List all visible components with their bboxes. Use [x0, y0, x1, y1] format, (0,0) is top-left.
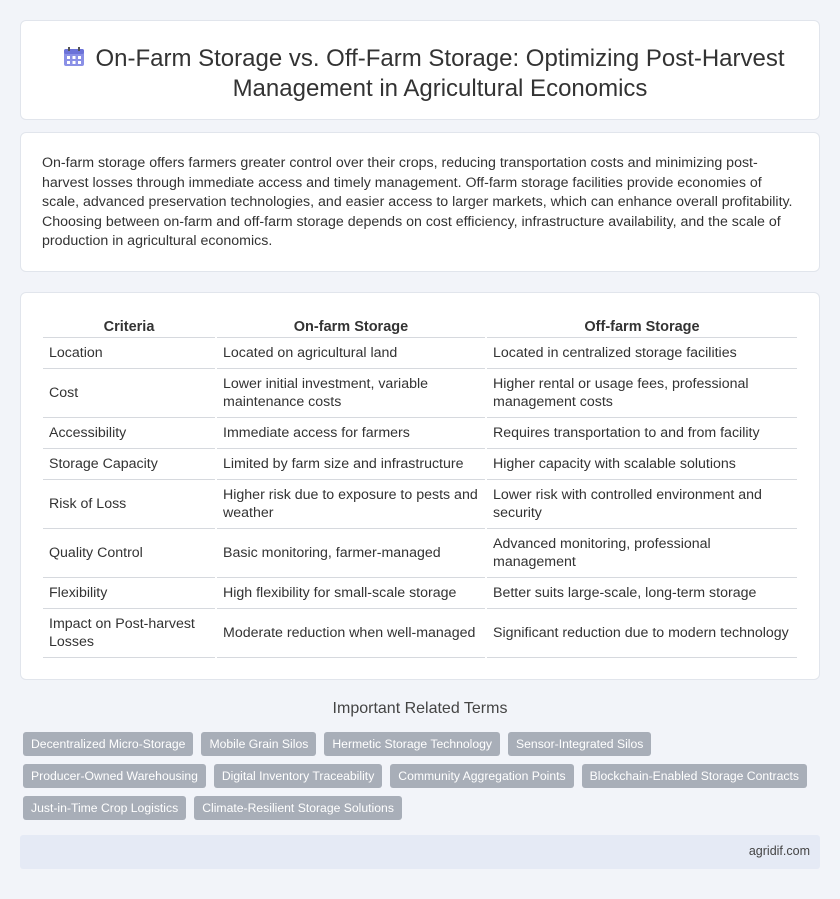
table-row: [43, 480, 797, 529]
cell-off-farm: Requires transportation to and from facility: [487, 418, 797, 449]
related-term-tag[interactable]: Mobile Grain Silos: [201, 732, 316, 756]
cell-criteria: Cost: [43, 369, 215, 418]
table-row: [43, 449, 797, 480]
cell-off-farm: Significant reduction due to modern technology: [487, 609, 797, 658]
table-row: [43, 418, 797, 449]
page-title: On-Farm Storage vs. Off-Farm Storage: Optimizing Post-Harvest Management in Agricultural Economics: [95, 45, 785, 102]
cell-criteria: Storage Capacity: [43, 449, 215, 480]
cell-on-farm: Immediate access for farmers: [217, 418, 485, 449]
cell-off-farm: Higher capacity with scalable solutions: [487, 449, 797, 480]
footer-site: agridif.com: [748, 844, 810, 858]
related-terms-list: [23, 732, 823, 820]
cell-off-farm: Located in centralized storage facilities: [487, 338, 797, 369]
cell-off-farm: Better suits large-scale, long-term storage: [487, 578, 797, 609]
table-row: [43, 369, 797, 418]
cell-on-farm: Lower initial investment, variable maintenance costs: [217, 369, 485, 418]
cell-on-farm: Moderate reduction when well-managed: [217, 609, 485, 658]
cell-off-farm: Higher rental or usage fees, professional management costs: [487, 369, 797, 418]
table-row: [43, 338, 797, 369]
cell-on-farm: High flexibility for small-scale storage: [217, 578, 485, 609]
cell-criteria: Impact on Post-harvest Losses: [43, 609, 215, 658]
table-row: [43, 529, 797, 578]
cell-off-farm: Advanced monitoring, professional management: [487, 529, 797, 578]
comparison-table: [41, 316, 799, 658]
cell-on-farm: Higher risk due to exposure to pests and weather: [217, 480, 485, 529]
cell-criteria: Quality Control: [43, 529, 215, 578]
cell-on-farm: Limited by farm size and infrastructure: [217, 449, 485, 480]
related-term-tag[interactable]: Producer-Owned Warehousing: [23, 764, 206, 788]
cell-off-farm: Lower risk with controlled environment and security: [487, 480, 797, 529]
cell-on-farm: Located on agricultural land: [217, 338, 485, 369]
related-term-tag[interactable]: Just-in-Time Crop Logistics: [23, 796, 186, 820]
cell-on-farm: Basic monitoring, farmer-managed: [217, 529, 485, 578]
header-card: [20, 20, 820, 120]
cell-criteria: Risk of Loss: [43, 480, 215, 529]
table-header-row: [43, 316, 797, 338]
related-term-tag[interactable]: Blockchain-Enabled Storage Contracts: [582, 764, 807, 788]
intro-card: [20, 132, 820, 272]
header-on-farm: On-farm Storage: [217, 316, 485, 338]
related-term-tag[interactable]: Hermetic Storage Technology: [324, 732, 500, 756]
related-term-tag[interactable]: Climate-Resilient Storage Solutions: [194, 796, 402, 820]
comparison-card: [20, 292, 820, 680]
table-body: [43, 338, 797, 658]
cell-criteria: Flexibility: [43, 578, 215, 609]
header-off-farm: Off-farm Storage: [487, 316, 797, 338]
table-row: [43, 609, 797, 658]
related-term-tag[interactable]: Decentralized Micro-Storage: [23, 732, 193, 756]
related-term-tag[interactable]: Community Aggregation Points: [390, 764, 573, 788]
table-row: [43, 578, 797, 609]
related-term-tag[interactable]: Sensor-Integrated Silos: [508, 732, 651, 756]
header-criteria: Criteria: [43, 316, 215, 338]
related-terms-title: Important Related Terms: [332, 700, 508, 717]
intro-paragraph: On-farm storage offers farmers greater control over their crops, reducing transportation costs and minimizing post-harvest losses through immediate access and timely management. Off-farm storage facilities provide economies of scale, advanced preservation technologies, and easier access to larger markets, which can enhance overall profitability. Choosing between on-farm and off-farm storage depends on cost efficiency, infrastructure availability, and the scale of production in agricultural economics.: [42, 155, 793, 249]
cell-criteria: Accessibility: [43, 418, 215, 449]
footer: [20, 835, 820, 869]
cell-criteria: Location: [43, 338, 215, 369]
related-term-tag[interactable]: Digital Inventory Traceability: [214, 764, 382, 788]
